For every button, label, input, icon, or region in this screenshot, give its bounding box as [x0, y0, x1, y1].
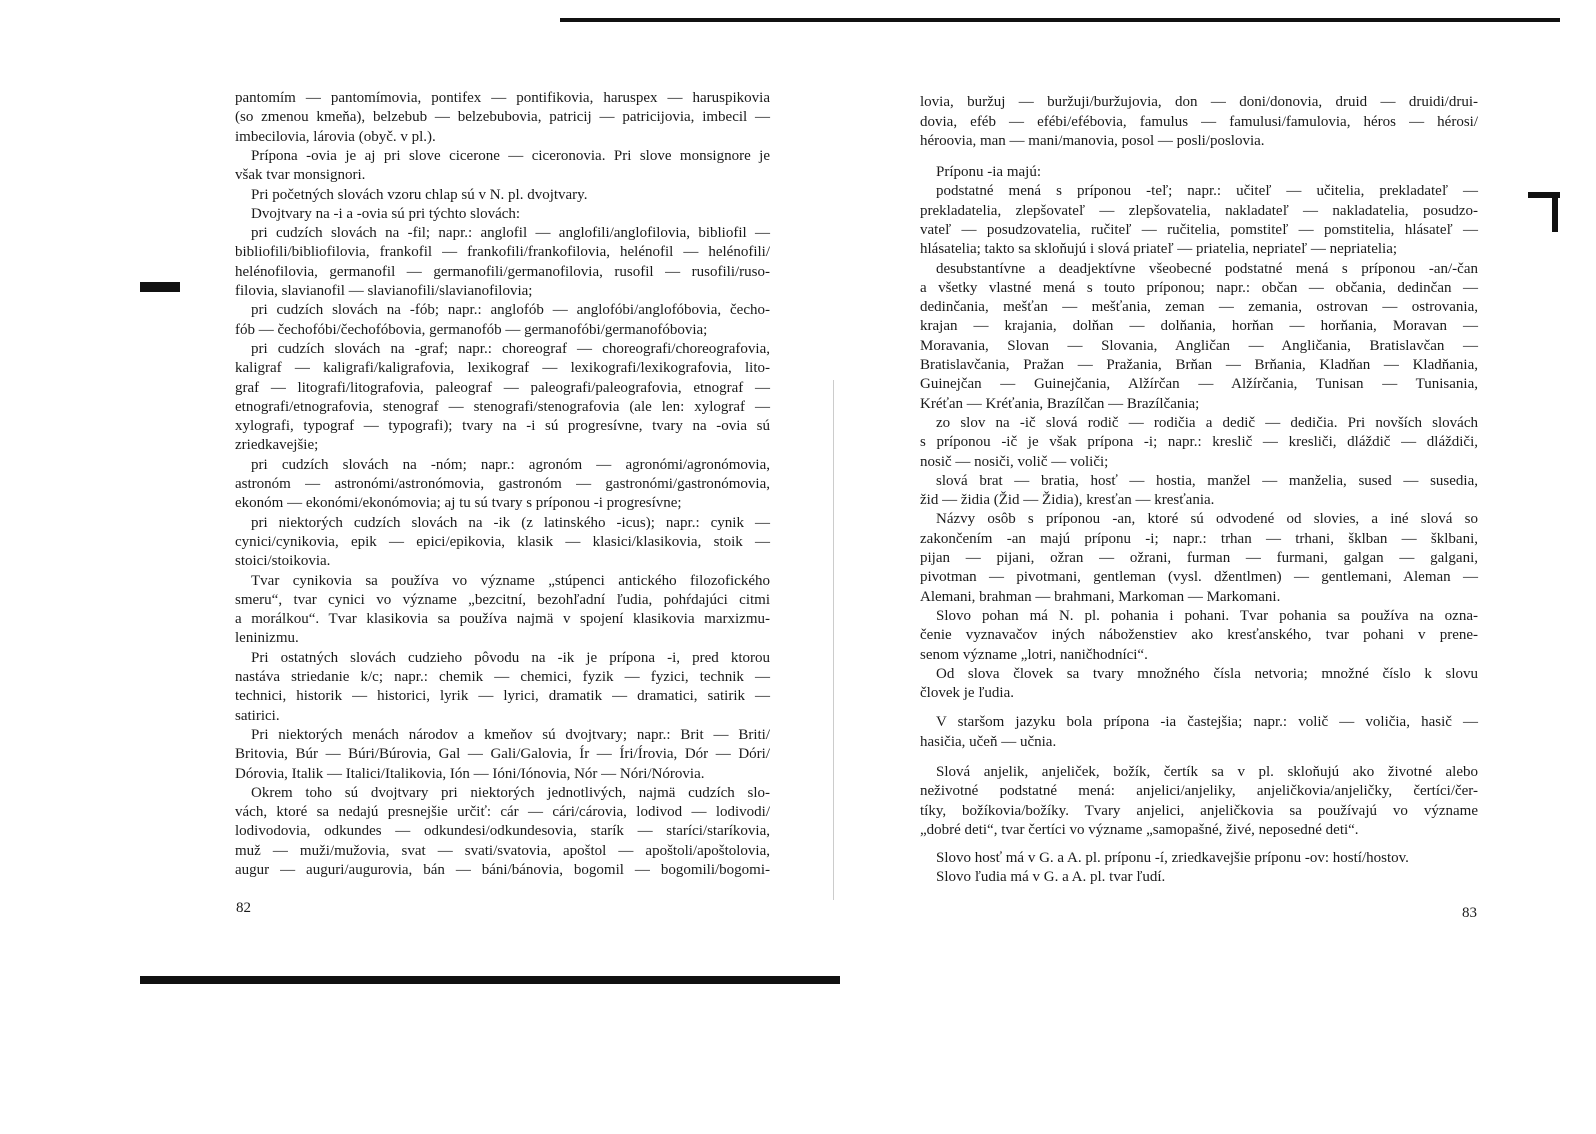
text-line: kaligraf — kaligrafi/kaligrafovia, lexikograf — lexikografi/lexikografovia, lito-: [235, 360, 770, 377]
text-line: pri cudzích slovách na -fób; napr.: anglofób — anglofóbi/anglofóbovia, čecho-: [251, 302, 770, 319]
text-line: Moravania, Slovan — Slovania, Angličan — Angličania, Bratislavčan —: [920, 337, 1478, 354]
text-line: žid — židia (Žid — Židia), kresťan — kresťania.: [920, 492, 1215, 509]
text-line: vách, ktoré sa nedajú presnejšie určiť: cár — cári/cárovia, lodivod — lodivodi/: [235, 804, 770, 821]
text-line: Prípona -ovia je aj pri slove cicerone — ciceronovia. Pri slove monsignore je: [251, 147, 770, 164]
text-line: nastáva striedanie k/c; napr.: chemik — chemici, fyzik — fyzici, technik —: [235, 669, 770, 685]
text-line: fób — čechofóbi/čechofóbovia, germanofób — germanofóbi/germanofóbovia;: [235, 321, 708, 338]
text-line: človek je ľudia.: [920, 685, 1014, 702]
text-line: xylografi, typograf — typografi); tvary na -i sú progresívne, tvary na -ovia sú: [235, 418, 770, 435]
right-edge-mark-stem: [1552, 192, 1558, 232]
text-line: smeru“, tvar cynici vo význame „bezcitní, bezohľadní ľudia, pohŕdajúci citmi: [235, 591, 770, 608]
text-line: Slovo hosť má v G. a A. pl. príponu -í, zriedkavejšie príponu -ov: hostí/hostov.: [936, 850, 1409, 866]
text-line: V staršom jazyku bola prípona -ia častejšia; napr.: volič — voličia, hasič —: [936, 714, 1478, 730]
text-line: dedinčania, mešťan — mešťania, zeman — zemania, ostrovan — ostrovania,: [920, 299, 1478, 316]
text-line: nosič — nosiči, volič — voliči;: [920, 453, 1109, 470]
text-line: zriedkavejšie;: [235, 437, 319, 454]
text-line: héroovia, man — mani/manovia, posol — posli/poslovia.: [920, 133, 1265, 150]
text-line: graf — litografi/litografovia, paleograf — paleografi/paleografovia, etnograf —: [235, 379, 770, 396]
text-line: a morálkou“. Tvar klasikovia sa používa najmä v spojení klasikovia marxizmu-: [235, 611, 770, 628]
text-line: pri cudzích slovách na -nóm; napr.: agronóm — agronómi/agronómovia,: [251, 456, 770, 473]
text-line: pivotman — pivotmani, gentleman (vysl. džentlmen) — gentlemani, Aleman —: [920, 569, 1478, 586]
text-line: vateľ — posudzovatelia, ručiteľ — ručitelia, pomstiteľ — pomstitelia, hlásateľ —: [920, 221, 1478, 238]
text-line: Pri niektorých menách národov a kmeňov sú dvojtvary; napr.: Brit — Briti/: [251, 726, 770, 743]
text-line: pijan — pijani, ožran — ožrani, furman — furmani, galgan — galgani,: [920, 550, 1478, 566]
text-line: (so zmenou kmeňa), belzebub — belzebubovia, patricij — patricijovia, imbecil —: [235, 109, 770, 126]
text-line: dovia, eféb — efébi/efébovia, famulus — famulusi/famulovia, héros — hérosi/: [920, 113, 1478, 130]
text-line: Okrem toho sú dvojtvary pri niektorých jednotlivých, najmä cudzích slo-: [251, 784, 770, 801]
binding-mark: [140, 282, 180, 292]
text-line: Alemani, brahman — brahmani, Markoman — Markomani.: [920, 588, 1281, 605]
text-line: astronóm — astronómi/astronómovia, gastronóm — gastronómi/gastronómovia,: [235, 476, 770, 492]
text-line: neživotné podstatné mená: anjelici/anjeliky, anjeličkovia/anjeličky, čertíci/čer-: [920, 783, 1478, 800]
page-number-left: 82: [236, 900, 251, 916]
text-line: krajan — krajania, dolňan — dolňania, horňan — horňania, Moravan —: [920, 318, 1478, 335]
text-line: „dobré deti“, tvar čertíci vo význame „samopašné, živé, neposedné deti“.: [920, 822, 1359, 839]
text-line: imbecilovia, lárovia (obyč. v pl.).: [235, 128, 436, 145]
text-line: muž — muži/mužovia, svat — svati/svatovia, apoštol — apoštoli/apoštolovia,: [235, 842, 770, 859]
text-line: zo slov na -ič slová rodič — rodičia a dedič — dedičia. Pri novších slovách: [936, 414, 1478, 431]
text-line: hasičia, učeň — učnia.: [920, 733, 1057, 750]
text-line: augur — auguri/augurovia, bán — báni/bánovia, bogomil — bogomili/bogomi-: [235, 862, 770, 878]
text-line: Britovia, Búr — Búri/Búrovia, Gal — Gali/Galovia, Ír — Íri/Írovia, Dór — Dóri/: [235, 746, 770, 763]
text-line: bibliofili/bibliofilovia, frankofil — frankofili/frankofilovia, helénofil — helénofili/: [235, 244, 770, 261]
text-line: stoici/stoikovia.: [235, 553, 331, 570]
text-line: prekladatelia, zlepšovateľ — zlepšovatelia, nakladateľ — nakladatelia, posudzo-: [920, 202, 1478, 219]
text-line: pri cudzích slovách na -graf; napr.: choreograf — choreografi/choreografovia,: [251, 340, 770, 357]
text-line: zakončením -an majú príponu -i; napr.: trhan — trhani, šklban — šklbani,: [920, 530, 1478, 547]
text-line: etnografi/etnografovia, stenograf — stenografi/stenografovia (ale len: xylograf —: [235, 398, 770, 415]
text-line: pri cudzích slovách na -fil; napr.: anglofil — anglofili/anglofilovia, bibliofil —: [251, 225, 770, 242]
text-line: Slovo ľudia má v G. a A. pl. tvar ľudí.: [936, 869, 1166, 886]
text-line: Od slova človek sa tvary množného čísla netvoria; množné číslo k slovu: [936, 665, 1478, 682]
text-line: tíky, božíkovia/božíky. Tvary anjelici, anjeličkovia sa používajú vo význame: [920, 802, 1478, 819]
text-line: technici, historik — historici, lyrik — lyrici, dramatik — dramatici, satirik —: [235, 688, 770, 705]
text-line: senom význame „lotri, naničhodníci“.: [920, 646, 1148, 663]
text-line: Príponu -ia majú:: [936, 164, 1041, 180]
text-line: satirici.: [235, 707, 280, 724]
text-line: cynici/cynikovia, epik — epici/epikovia, klasik — klasici/klasikovia, stoik —: [235, 533, 770, 550]
scan-top-edge: [560, 18, 1560, 22]
text-line: Kréťan — Kréťania, Brazílčan — Brazílčania;: [920, 395, 1200, 412]
text-line: Dórovia, Italik — Italici/Italikovia, Ión — Ióni/Iónovia, Nór — Nóri/Nórovia.: [235, 765, 705, 782]
text-line: pri niektorých cudzích slovách na -ik (z latinského -icus); napr.: cynik —: [251, 514, 770, 531]
text-line: Slová anjelik, anjeliček, božík, čertík sa v pl. skloňujú ako životné alebo: [936, 764, 1478, 780]
text-line: hlásatelia; takto sa skloňujú i slová priateľ — priatelia, nepriateľ — nepriatelia;: [920, 241, 1398, 258]
text-line: podstatné mená s príponou -teľ; napr.: učiteľ — učitelia, prekladateľ —: [936, 183, 1478, 200]
text-line: slová brat — bratia, hosť — hostia, manžel — manželia, sused — susedia,: [936, 472, 1478, 489]
text-line: Pri početných slovách vzoru chlap sú v N. pl. dvojtvary.: [251, 186, 588, 203]
text-line: Pri ostatných slovách cudzieho pôvodu na -ik je prípona -i, pred ktorou: [251, 649, 770, 666]
text-line: Slovo pohan má N. pl. pohania i pohani. Tvar pohania sa používa na ozna-: [936, 607, 1478, 624]
text-line: ekonóm — ekonómi/ekonómovia; aj tu sú tvary s príponou -i progresívne;: [235, 495, 682, 512]
text-line: Bratislavčania, Pražan — Pražania, Brňan — Brňania, Kladňan — Kladňania,: [920, 357, 1478, 373]
text-line: však tvar monsignori.: [235, 167, 366, 184]
text-line: desubstantívne a deadjektívne všeobecné podstatné mená s príponou -an/-čan: [936, 260, 1478, 277]
text-line: lodivodovia, odkundes — odkundesi/odkundesovia, starík — staríci/staríkovia,: [235, 823, 770, 840]
text-line: helénofilovia, germanofil — germanofili/germanofilovia, rusofil — rusofili/ruso-: [235, 263, 770, 280]
text-line: leninizmu.: [235, 630, 299, 647]
text-line: a všetky vlastné mená s touto príponou; napr.: občan — občania, dedinčan —: [920, 279, 1478, 296]
scan-bottom-edge: [140, 976, 840, 984]
text-line: Guinejčan — Guinejčania, Alžírčan — Alžírčania, Tunisan — Tunisania,: [920, 376, 1478, 393]
text-line: čenie vyznavačov iných náboženstiev ako kresťanského, tvar pohani v prene-: [920, 627, 1478, 644]
text-line: filovia, slavianofil — slavianofili/slavianofilovia;: [235, 283, 533, 299]
text-line: Tvar cynikovia sa používa vo význame „stúpenci antického filozofického: [251, 572, 770, 589]
text-line: Dvojtvary na -i a -ovia sú pri týchto slovách:: [251, 205, 521, 222]
text-line: lovia, buržuj — buržuji/buržujovia, don — doni/donovia, druid — druidi/drui-: [920, 94, 1478, 110]
page-gutter: [833, 380, 834, 900]
text-line: pantomím — pantomímovia, pontifex — pontifikovia, haruspex — haruspikovia: [235, 90, 770, 106]
text-line: Názvy osôb s príponou -an, ktoré sú odvodené od slovies, a iné slová so: [936, 511, 1478, 528]
page-number-right: 83: [1462, 905, 1477, 921]
text-line: s príponou -ič je však prípona -i; napr.: kreslič — kresliči, dláždič — dláždiči,: [920, 434, 1478, 451]
